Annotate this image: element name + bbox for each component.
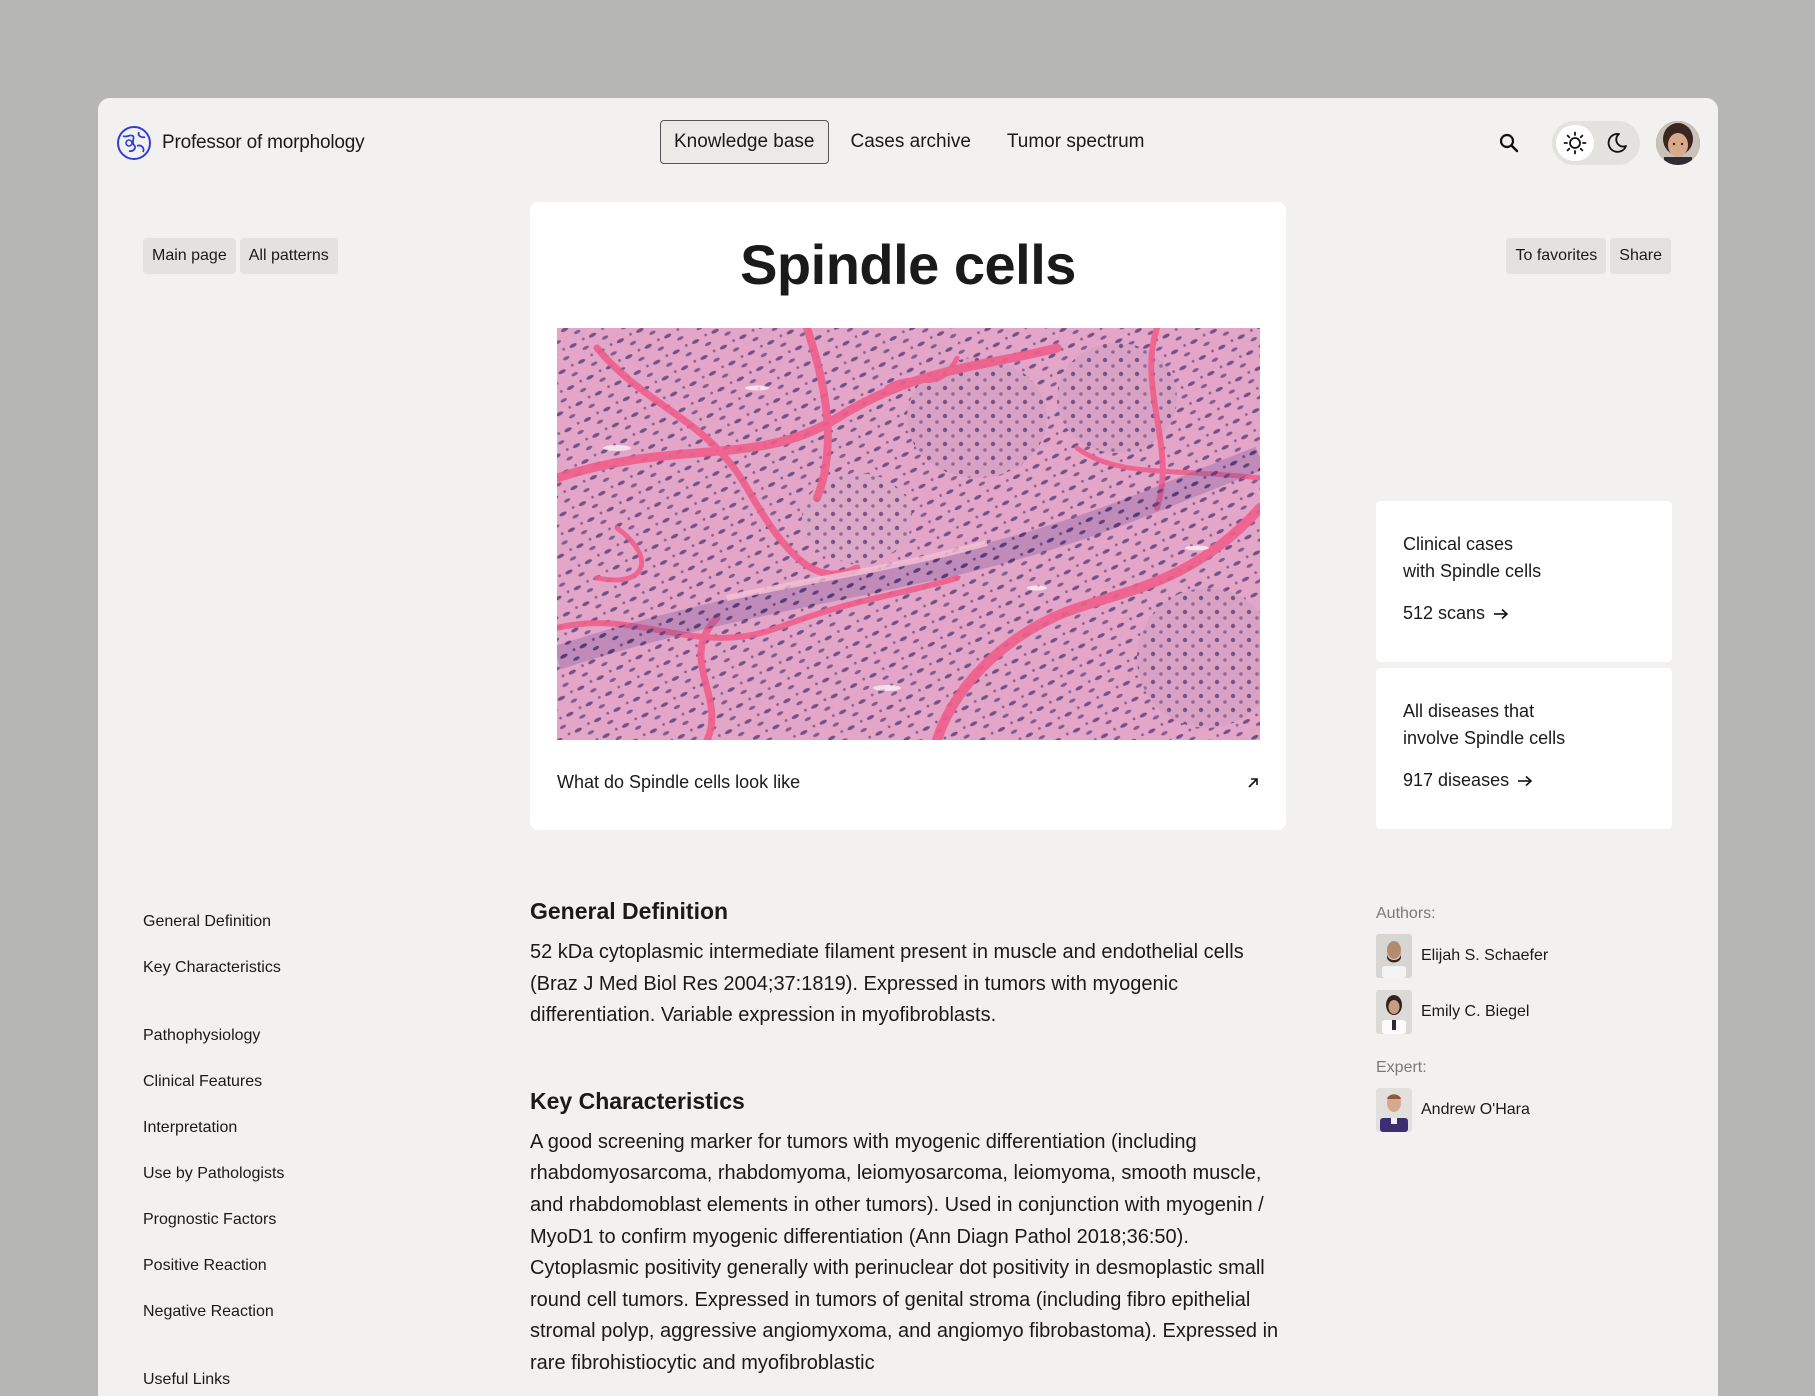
section-body: A good screening marker for tumors with myogenic differentiation (including rhabdomyosarcoma, rhabdomyoma, leiomyosarcoma, leiomyoma, smooth muscle, and rhabdomoblast elements in other tumors). Used in conjunction with myogenin / MyoD1 to confirm myogenic differentiation (Ann Diagn Pathol 2018;36:50). Cytoplasmic positivity generally with perinuclear dot positivity in desmoplastic small round cell tumors. Expressed in tumors of genital stroma (including fibro epithelial stromal polyp, aggressive angiomyxoma, and angiomyo fibrobastoma). Expressed in rare fibrohistiocytic and myofibroblastic <box>530 1130 1279 1374</box>
toc-positive-reaction[interactable]: Positive Reaction <box>143 1257 267 1274</box>
article-content <box>530 898 1290 1380</box>
breadcrumb-main-page[interactable]: Main page <box>143 238 236 274</box>
author-item[interactable] <box>1376 933 1676 979</box>
card-title-line1: Clinical cases <box>1403 534 1514 554</box>
toc-interpretation[interactable]: Interpretation <box>143 1119 238 1136</box>
toc-useful-links[interactable]: Useful Links <box>143 1371 231 1388</box>
search-icon <box>1498 132 1520 154</box>
card-count-link[interactable] <box>1403 603 1645 624</box>
main-nav <box>660 120 1159 164</box>
app-window <box>98 98 1718 1396</box>
arrow-right-icon <box>1493 608 1509 620</box>
section-heading: Key Characteristics <box>530 1087 745 1114</box>
expert-item[interactable] <box>1376 1087 1676 1133</box>
toc-use-by-pathologists[interactable]: Use by Pathologists <box>143 1165 285 1182</box>
toc-pathophysiology[interactable]: Pathophysiology <box>143 1027 261 1044</box>
expert-name: Andrew O'Hara <box>1421 1101 1530 1118</box>
histology-image[interactable] <box>557 328 1260 740</box>
clinical-cases-card[interactable] <box>1376 501 1672 662</box>
breadcrumb <box>143 238 338 274</box>
author-photo <box>1376 934 1412 978</box>
author-photo <box>1376 990 1412 1034</box>
avatar <box>1376 990 1412 1034</box>
section-body: 52 kDa cytoplasmic intermediate filament present in muscle and endothelial cells (Braz J Med Biol Res 2004;37:1819). Expressed in tumors with myogenic differentiation. Variable expression in myofibroblasts. <box>530 941 1244 1027</box>
page-title: Spindle cells <box>740 233 1076 296</box>
hero-image-link[interactable] <box>557 772 1260 793</box>
arrow-up-right-icon <box>1246 776 1260 790</box>
card-title-line2: involve Spindle cells <box>1403 728 1566 748</box>
toc-key-characteristics[interactable]: Key Characteristics <box>143 959 281 976</box>
author-item[interactable] <box>1376 989 1676 1035</box>
avatar <box>1376 934 1412 978</box>
card-title-line2: with Spindle cells <box>1403 561 1542 581</box>
hero-card <box>530 202 1286 830</box>
brand[interactable] <box>115 124 364 162</box>
expert-photo <box>1376 1088 1412 1132</box>
to-favorites-button[interactable]: To favorites <box>1506 238 1606 274</box>
sun-icon <box>1563 131 1587 155</box>
author-name: Emily C. Biegel <box>1421 1003 1530 1020</box>
brand-name: Professor of morphology <box>162 132 365 153</box>
card-count: 512 scans <box>1403 603 1486 623</box>
nav-tumor-spectrum[interactable]: Tumor spectrum <box>1006 131 1145 152</box>
avatar <box>1376 1088 1412 1132</box>
dark-theme-option[interactable] <box>1598 125 1636 161</box>
authors-label: Authors: <box>1376 905 1436 922</box>
all-diseases-card[interactable] <box>1376 668 1672 829</box>
arrow-right-icon <box>1517 775 1533 787</box>
hero-link-label: What do Spindle cells look like <box>557 772 801 792</box>
toc-clinical-features[interactable]: Clinical Features <box>143 1073 263 1090</box>
section-heading: General Definition <box>530 898 729 924</box>
search-button[interactable] <box>1492 126 1526 160</box>
toc-negative-reaction[interactable]: Negative Reaction <box>143 1303 274 1320</box>
share-button[interactable]: Share <box>1610 238 1671 274</box>
toc-prognostic-factors[interactable]: Prognostic Factors <box>143 1211 277 1228</box>
breadcrumb-all-patterns[interactable]: All patterns <box>240 238 338 274</box>
moon-icon <box>1606 132 1628 154</box>
section-key-characteristics <box>530 1088 1290 1380</box>
section-general-definition <box>530 898 1290 1032</box>
expert-label: Expert: <box>1376 1059 1427 1076</box>
toc-general-definition[interactable]: General Definition <box>143 913 272 930</box>
theme-toggle[interactable] <box>1552 121 1640 165</box>
nav-cases-archive[interactable]: Cases archive <box>850 131 971 152</box>
page-actions <box>1506 238 1671 274</box>
nav-knowledge-base[interactable]: Knowledge base <box>660 120 829 164</box>
author-name: Elijah S. Schaefer <box>1421 947 1549 964</box>
user-avatar[interactable] <box>1656 121 1700 165</box>
light-theme-option[interactable] <box>1556 125 1594 161</box>
card-title-line1: All diseases that <box>1403 701 1535 721</box>
authors-panel <box>1376 905 1676 1133</box>
card-count: 917 diseases <box>1403 770 1510 790</box>
user-photo <box>1656 121 1700 165</box>
globe-logo-icon <box>115 124 153 162</box>
card-count-link[interactable] <box>1403 770 1645 791</box>
